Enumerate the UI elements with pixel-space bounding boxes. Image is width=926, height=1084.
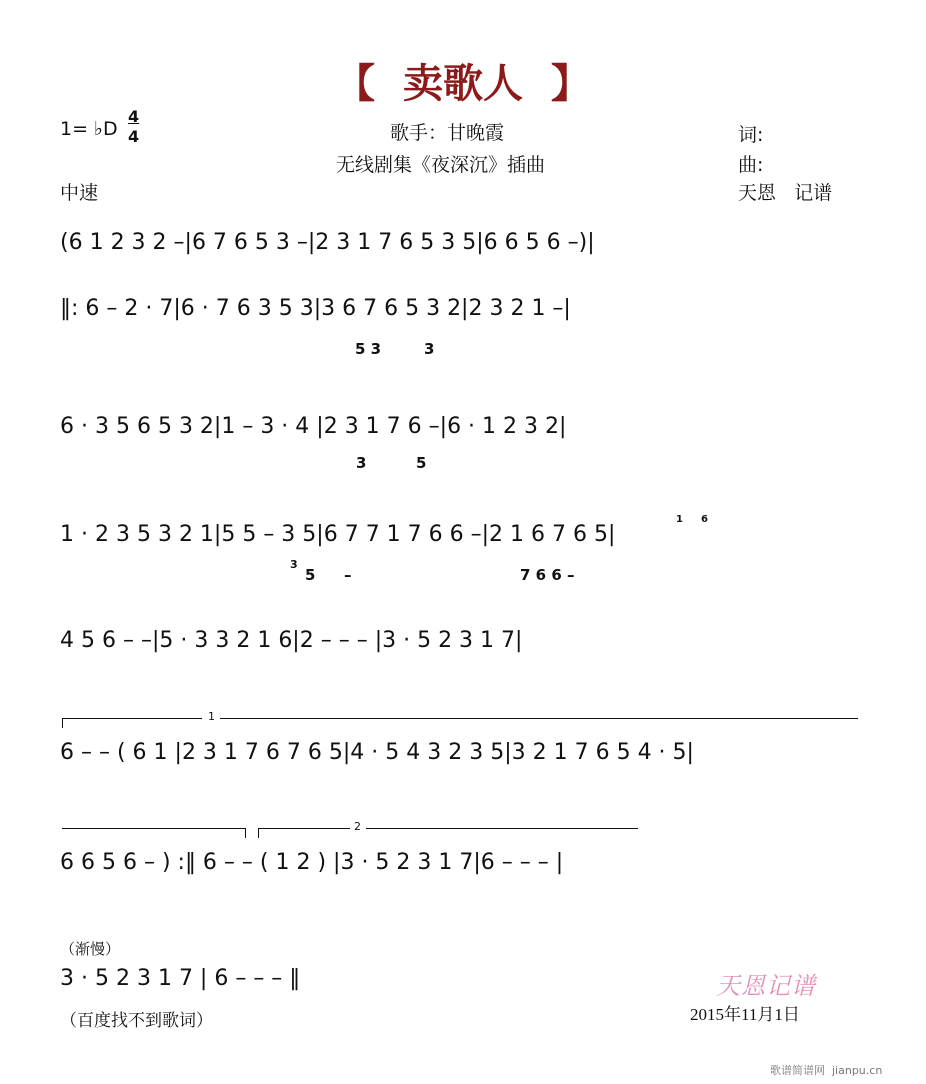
volta-1-hook — [62, 718, 63, 728]
transcriber-signature: 天恩记谱 — [716, 972, 816, 1000]
lyrics-note: （百度找不到歌词） — [60, 1011, 213, 1031]
volta-2-label: 2 — [354, 820, 361, 833]
singer: 歌手：甘晚霞 — [390, 122, 505, 144]
volta-1-label: 1 — [208, 710, 215, 723]
sub-note: 5 3 — [355, 340, 382, 358]
time-signature-top: 4 — [128, 107, 140, 126]
sub-note: 5 — [416, 454, 427, 472]
date: 2015年11月1日 — [690, 1005, 800, 1024]
song-title: 【 卖歌人 】 — [335, 61, 591, 107]
watermark: 歌谱简谱网 jianpu.cn — [770, 1064, 883, 1077]
notation-row-7: 6 6 5 6 – ) :‖ 6 – – ( 1 2 ) |3 · 5 2 3 1 7|6 – – – | — [60, 850, 564, 875]
key-signature: 1= ♭D — [60, 118, 118, 140]
volta-2-hook — [258, 828, 259, 838]
notation-row-4: 1 · 2 3 5 3 2 1|5 5 – 3 5|6 7 7 1 7 6 6 –|2 1 6 7 6 5| — [60, 522, 616, 547]
grace-note: 3 — [290, 558, 298, 571]
notation-row-1: (6 1 2 3 2 –|6 7 6 5 3 –|2 3 1 7 6 5 3 5|6 6 5 6 –)| — [60, 230, 595, 255]
notation-row-3: 6 · 3 5 6 5 3 2|1 – 3 · 4 |2 3 1 7 6 –|6 · 1 2 3 2| — [60, 414, 567, 439]
lyricist: 词: — [738, 124, 764, 146]
notation-row-6: 6 – – ( 6 1 |2 3 1 7 6 7 6 5|4 · 5 4 3 2 3 5|3 2 1 7 6 5 4 · 5| — [60, 740, 694, 765]
volta-1-line-ext — [220, 718, 858, 719]
sub-note: 3 — [424, 340, 435, 358]
notation-row-8: 3 · 5 2 3 1 7 | 6 – – – ‖ — [60, 966, 301, 991]
volta-1-end-hook — [245, 828, 246, 838]
sub-note: 5 — [305, 566, 316, 584]
notation-row-2: ‖: 6 – 2 · 7|6 · 7 6 3 5 3|3 6 7 6 5 3 2|2 3 2 1 –| — [60, 296, 571, 321]
composer: 曲: — [738, 154, 764, 176]
tempo-marking: 中速 — [60, 182, 99, 204]
source: 无线剧集《夜深沉》插曲 — [336, 154, 546, 176]
grace-note: 6 — [701, 514, 708, 525]
sub-note: 7 6 6 – — [520, 566, 575, 584]
sub-note: – — [344, 566, 352, 584]
notation-row-5: 4 5 6 – –|5 · 3 3 2 1 6|2 – – – |3 · 5 2 3 1 7| — [60, 628, 523, 653]
slowing-note: （渐慢） — [60, 940, 121, 958]
volta-1-end-line — [62, 828, 246, 829]
volta-1-line — [62, 718, 202, 719]
volta-2-line-ext — [366, 828, 638, 829]
sub-note: 3 — [356, 454, 367, 472]
transcriber: 天恩 记谱 — [738, 182, 833, 204]
time-signature-bottom: 4 — [128, 127, 140, 146]
volta-2-line — [258, 828, 350, 829]
grace-note: 1 — [676, 514, 683, 525]
